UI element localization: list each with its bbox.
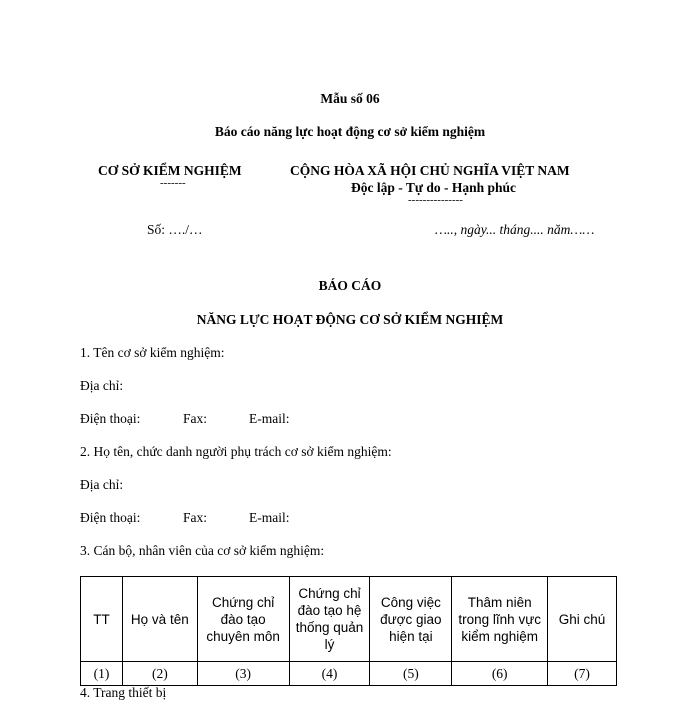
form-number: Mẫu số 06 <box>320 91 380 106</box>
section-2-email: E-mail: <box>249 510 290 525</box>
section-1-fax: Fax: <box>183 411 208 426</box>
motto: Độc lập - Tự do - Hạnh phúc <box>351 180 517 195</box>
staff-table <box>80 576 617 686</box>
table-header-cell: TT <box>81 577 123 662</box>
table-number-cell: (1) <box>81 662 123 686</box>
table-header-row <box>81 577 617 662</box>
section-1-address: Địa chỉ: <box>80 378 124 393</box>
table-number-cell: (5) <box>370 662 452 686</box>
table-number-cell: (7) <box>548 662 617 686</box>
table-number-cell: (2) <box>122 662 197 686</box>
document-number: Số: …./… <box>147 222 203 237</box>
org-rule: ------- <box>160 177 186 189</box>
table-number-cell: (4) <box>289 662 370 686</box>
org-name: CƠ SỞ KIỂM NGHIỆM <box>98 163 242 178</box>
report-heading: NĂNG LỰC HOẠT ĐỘNG CƠ SỞ KIỂM NGHIỆM <box>196 312 504 327</box>
table-number-cell: (3) <box>197 662 289 686</box>
table-number-row <box>81 662 617 686</box>
table-header-cell: Thâm niên trong lĩnh vực kiểm nghiệm <box>452 577 548 662</box>
section-2-fax: Fax: <box>183 510 208 525</box>
section-1-label: 1. Tên cơ sở kiểm nghiệm: <box>80 345 225 360</box>
form-subtitle: Báo cáo năng lực hoạt động cơ sở kiểm nghiệm <box>214 124 486 139</box>
section-2-label: 2. Họ tên, chức danh người phụ trách cơ sở kiểm nghiệm: <box>80 444 392 459</box>
section-1-email: E-mail: <box>249 411 290 426</box>
table-header-cell: Chứng chỉ đào tạo chuyên môn <box>197 577 289 662</box>
motto-rule: --------------- <box>408 194 463 206</box>
table-header-cell: Ghi chú <box>548 577 617 662</box>
table-number-cell: (6) <box>452 662 548 686</box>
section-1-phone: Điện thoại: <box>80 411 141 426</box>
report-title: BÁO CÁO <box>318 278 382 293</box>
table-header-cell: Chứng chỉ đào tạo hệ thống quản lý <box>289 577 370 662</box>
section-4-label: 4. Trang thiết bị <box>80 685 167 700</box>
country-name: CỘNG HÒA XÃ HỘI CHỦ NGHĨA VIỆT NAM <box>290 163 570 178</box>
section-3-label: 3. Cán bộ, nhân viên của cơ sở kiểm nghiệm: <box>80 543 325 558</box>
table-header-cell: Công việc được giao hiện tại <box>370 577 452 662</box>
table-header-cell: Họ và tên <box>122 577 197 662</box>
section-2-address: Địa chỉ: <box>80 477 124 492</box>
date-line: ….., ngày... tháng.... năm…… <box>435 222 595 237</box>
section-2-phone: Điện thoại: <box>80 510 141 525</box>
